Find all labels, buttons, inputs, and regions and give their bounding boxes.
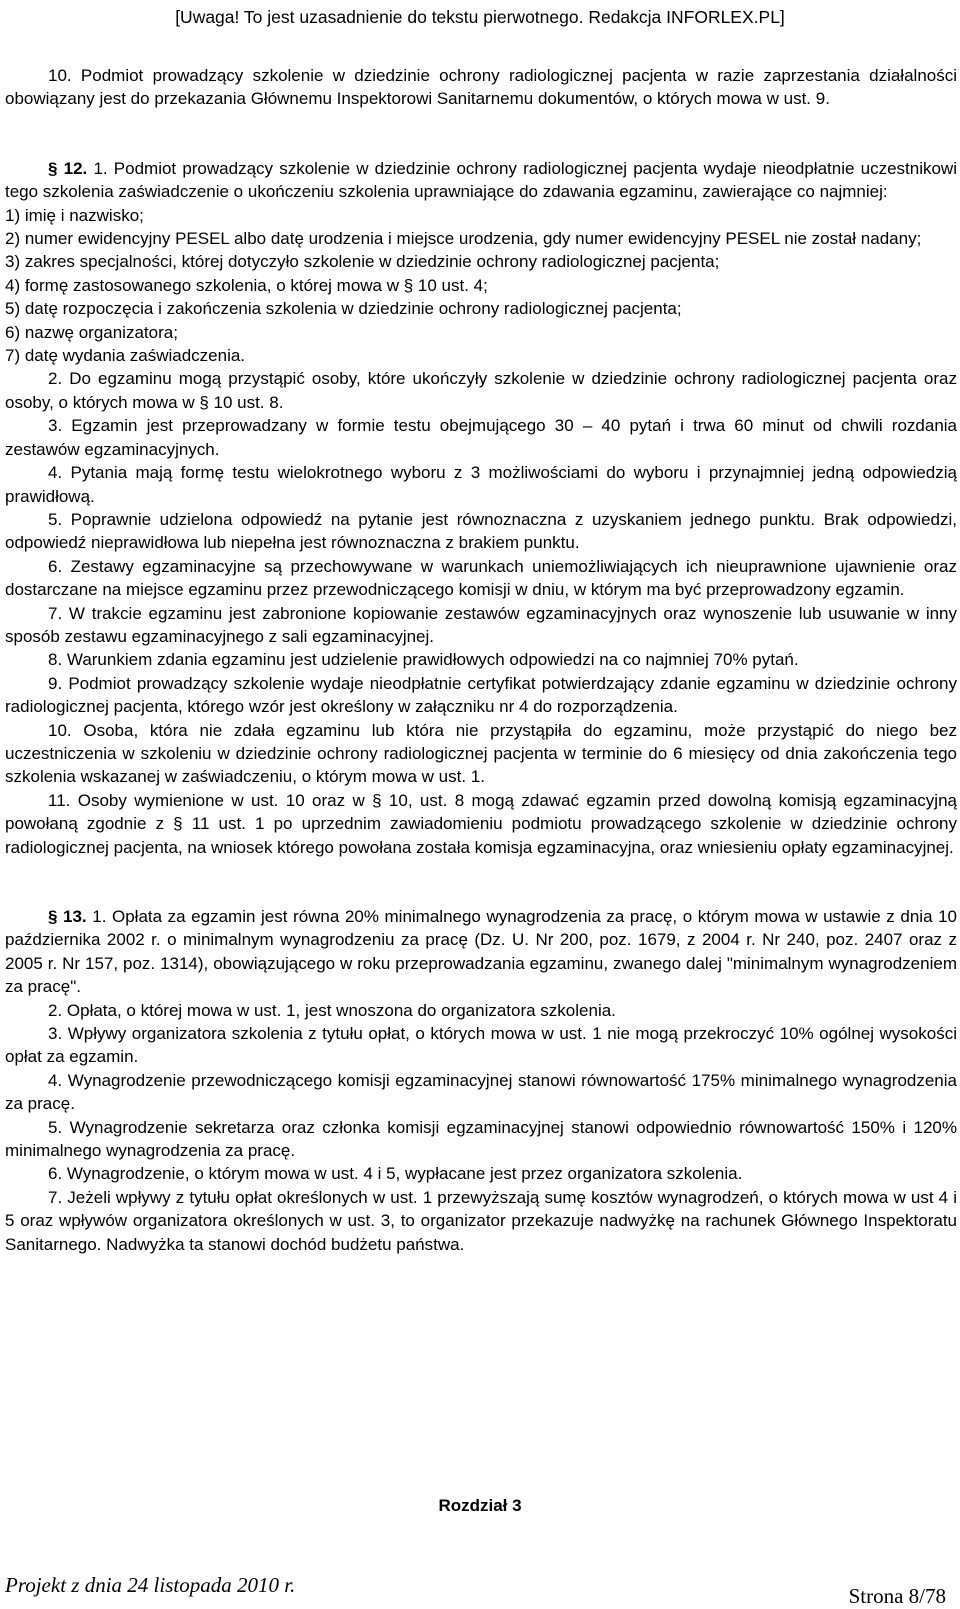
paragraph-13-1-text: 1. Opłata za egzamin jest równa 20% minimalnego wynagrodzenia za pracę, o którym mowa w ustawie z dnia 10 października 2002 r. o minimalnym wynagrodzeniu za pracę (Dz. U. Nr 200, poz. 1679, z 2004 r. Nr 240, poz. 2407 oraz z 2005 r. Nr 157, poz. 1314), obowiązującego w roku przeprowadzania egzaminu, zwanego dalej "minimalnym wynagrodzeniem za pracę". [5,907,957,997]
paragraph-13-2: 2. Opłata, o której mowa w ust. 1, jest wnoszona do organizatora szkolenia. [48,1000,616,1020]
paragraph-13-3: 3. Wpływy organizatora szkolenia z tytułu opłat, o których mowa w ust. 1 nie mogą przekroczyć 10% ogólnej wysokości opłat za egzamin. [5,1024,957,1067]
paragraph-12-7: 7. W trakcie egzaminu jest zabronione kopiowanie zestawów egzaminacyjnych oraz wynoszenie lub usuwanie w inny sposób zestawu egzaminacyjnego z sali egzaminacyjnej. [5,603,957,646]
section-13-mark: § 13. [48,907,87,926]
paragraph-13-5: 5. Wynagrodzenie sekretarza oraz członka komisji egzaminacyjnej stanowi odpowiednio równowartość 150% i 120% minimalnego wynagrodzenia za pracę. [5,1117,957,1161]
paragraph-12-1 [5,157,957,204]
paragraph-12-4: 4. Pytania mają formę testu wielokrotnego wyboru z 3 możliwościami do wyboru i przynajmniej jedną odpowiedzią prawidłową. [5,463,957,506]
list-item-7: 7) datę wydania zaświadczenia. [5,346,246,366]
section-12-mark: § 12. [48,158,88,178]
paragraph-12-5: 5. Poprawnie udzielona odpowiedź na pytanie jest równoznaczna z uzyskaniem jednego punktu. Brak odpowiedzi, odpowiedź nieprawidłowa lub niepełna jest równoznaczna z brakiem punktu. [5,509,957,553]
paragraph-12-3: 3. Egzamin jest przeprowadzany w formie testu obejmującego 30 – 40 pytań i trwa 60 minut od chwili rozdania zestawów egzaminacyjnych. [5,416,957,459]
list-item-1: 1) imię i nazwisko; [5,205,144,225]
paragraph-12-1-text: 1. Podmiot prowadzący szkolenie w dziedzinie ochrony radiologicznej pacjenta wydaje nieodpłatnie uczestnikowi tego szkolenia zaświadczenie o ukończeniu szkolenia uprawniające do zdawania egzaminu, zawierające co najmniej: [5,158,957,202]
paragraph-13-4: 4. Wynagrodzenie przewodniczącego komisji egzaminacyjnej stanowi równowartość 175% minimalnego wynagrodzenia za pracę. [5,1070,957,1114]
paragraph-11-10: 10. Podmiot prowadzący szkolenie w dziedzinie ochrony radiologicznej pacjenta w razie zaprzestania działalności obowiązany jest do przekazania Głównemu Inspektorowi Sanitarnemu dokumentów, o których mowa w ust. 9. [5,66,957,109]
document-header: [Uwaga! To jest uzasadnienie do tekstu pierwotnego. Redakcja INFORLEX.PL] [175,7,785,27]
paragraph-gap [5,859,957,905]
footer-page-number: Strona 8/78 [848,1584,946,1608]
list-item-2: 2) numer ewidencyjny PESEL albo datę urodzenia i miejsce urodzenia, gdy numer ewidencyjny PESEL nie został nadany; [5,229,922,249]
paragraph-12-8: 8. Warunkiem zdania egzaminu jest udzielenie prawidłowych odpowiedzi na co najmniej 70% pytań. [48,650,799,670]
paragraph-12-9: 9. Podmiot prowadzący szkolenie wydaje nieodpłatnie certyfikat potwierdzający zdanie egzaminu w dziedzinie ochrony radiologicznej pacjenta, którego wzór jest określony w załączniku nr 4 do rozporządzenia. [5,673,957,717]
list-item-6: 6) nazwę organizatora; [5,322,178,342]
paragraph-gap [5,111,957,157]
paragraph-12-2: 2. Do egzaminu mogą przystąpić osoby, które ukończyły szkolenie w dziedzinie ochrony radiologicznej pacjenta oraz osoby, o których mowa w § 10 ust. 8. [5,369,957,412]
paragraph-12-6: 6. Zestawy egzaminacyjne są przechowywane w warunkach uniemożliwiających ich nieuprawnione ujawnienie oraz dostarczane na miejsce egzaminu przez przewodniczącego komisji w dniu, w którym ma być przeprowadzony egzamin. [5,556,957,600]
paragraph-12-10: 10. Osoba, która nie zdała egzaminu lub która nie przystąpiła do egzaminu, może przystąpić do niego bez uczestniczenia w szkoleniu w dziedzinie ochrony radiologicznej pacjenta w terminie do 6 miesięcy od dnia zakończenia tego szkolenia wskazanej w zaświadczeniu, o którym mowa w ust. 1. [5,720,957,787]
list-item-4: 4) formę zastosowanego szkolenia, o której mowa w § 10 ust. 4; [5,275,488,295]
paragraph-13-6: 6. Wynagrodzenie, o którym mowa w ust. 4 i 5, wypłacane jest przez organizatora szkolenia. [48,1164,743,1184]
paragraph-13-1 [5,905,957,999]
chapter-title: Rozdział 3 [438,1496,522,1515]
paragraph-12-11: 11. Osoby wymienione w ust. 10 oraz w § 10, ust. 8 mogą zdawać egzamin przed dowolną komisją egzaminacyjną powołaną zgodnie z § 11 ust. 1 po uprzednim zawiadomieniu podmiotu prowadzącego szkolenie w dziedzinie ochrony radiologicznej pacjenta, na wniosek którego powołana została komisja egzaminacyjna, oraz wniesieniu opłaty egzaminacyjnej. [5,790,957,857]
document-body [5,64,957,1256]
list-item-3: 3) zakres specjalności, której dotyczyło szkolenie w dziedzinie ochrony radiologicznej pacjenta; [5,252,720,272]
paragraph-13-7: 7. Jeżeli wpływy z tytułu opłat określonych w ust. 1 przewyższają sumę kosztów wynagrodzeń, o których mowa w ust 4 i 5 oraz wpływów organizatora określonych w ust. 3, to organizator przekazuje nadwyżkę na rachunek Głównego Inspektoratu Sanitarnego. Nadwyżka ta stanowi dochód budżetu państwa. [5,1187,957,1254]
footer-project-date: Projekt z dnia 24 listopada 2010 r. [5,1573,296,1597]
list-item-5: 5) datę rozpoczęcia i zakończenia szkolenia w dziedzinie ochrony radiologicznej pacjenta; [5,299,682,319]
